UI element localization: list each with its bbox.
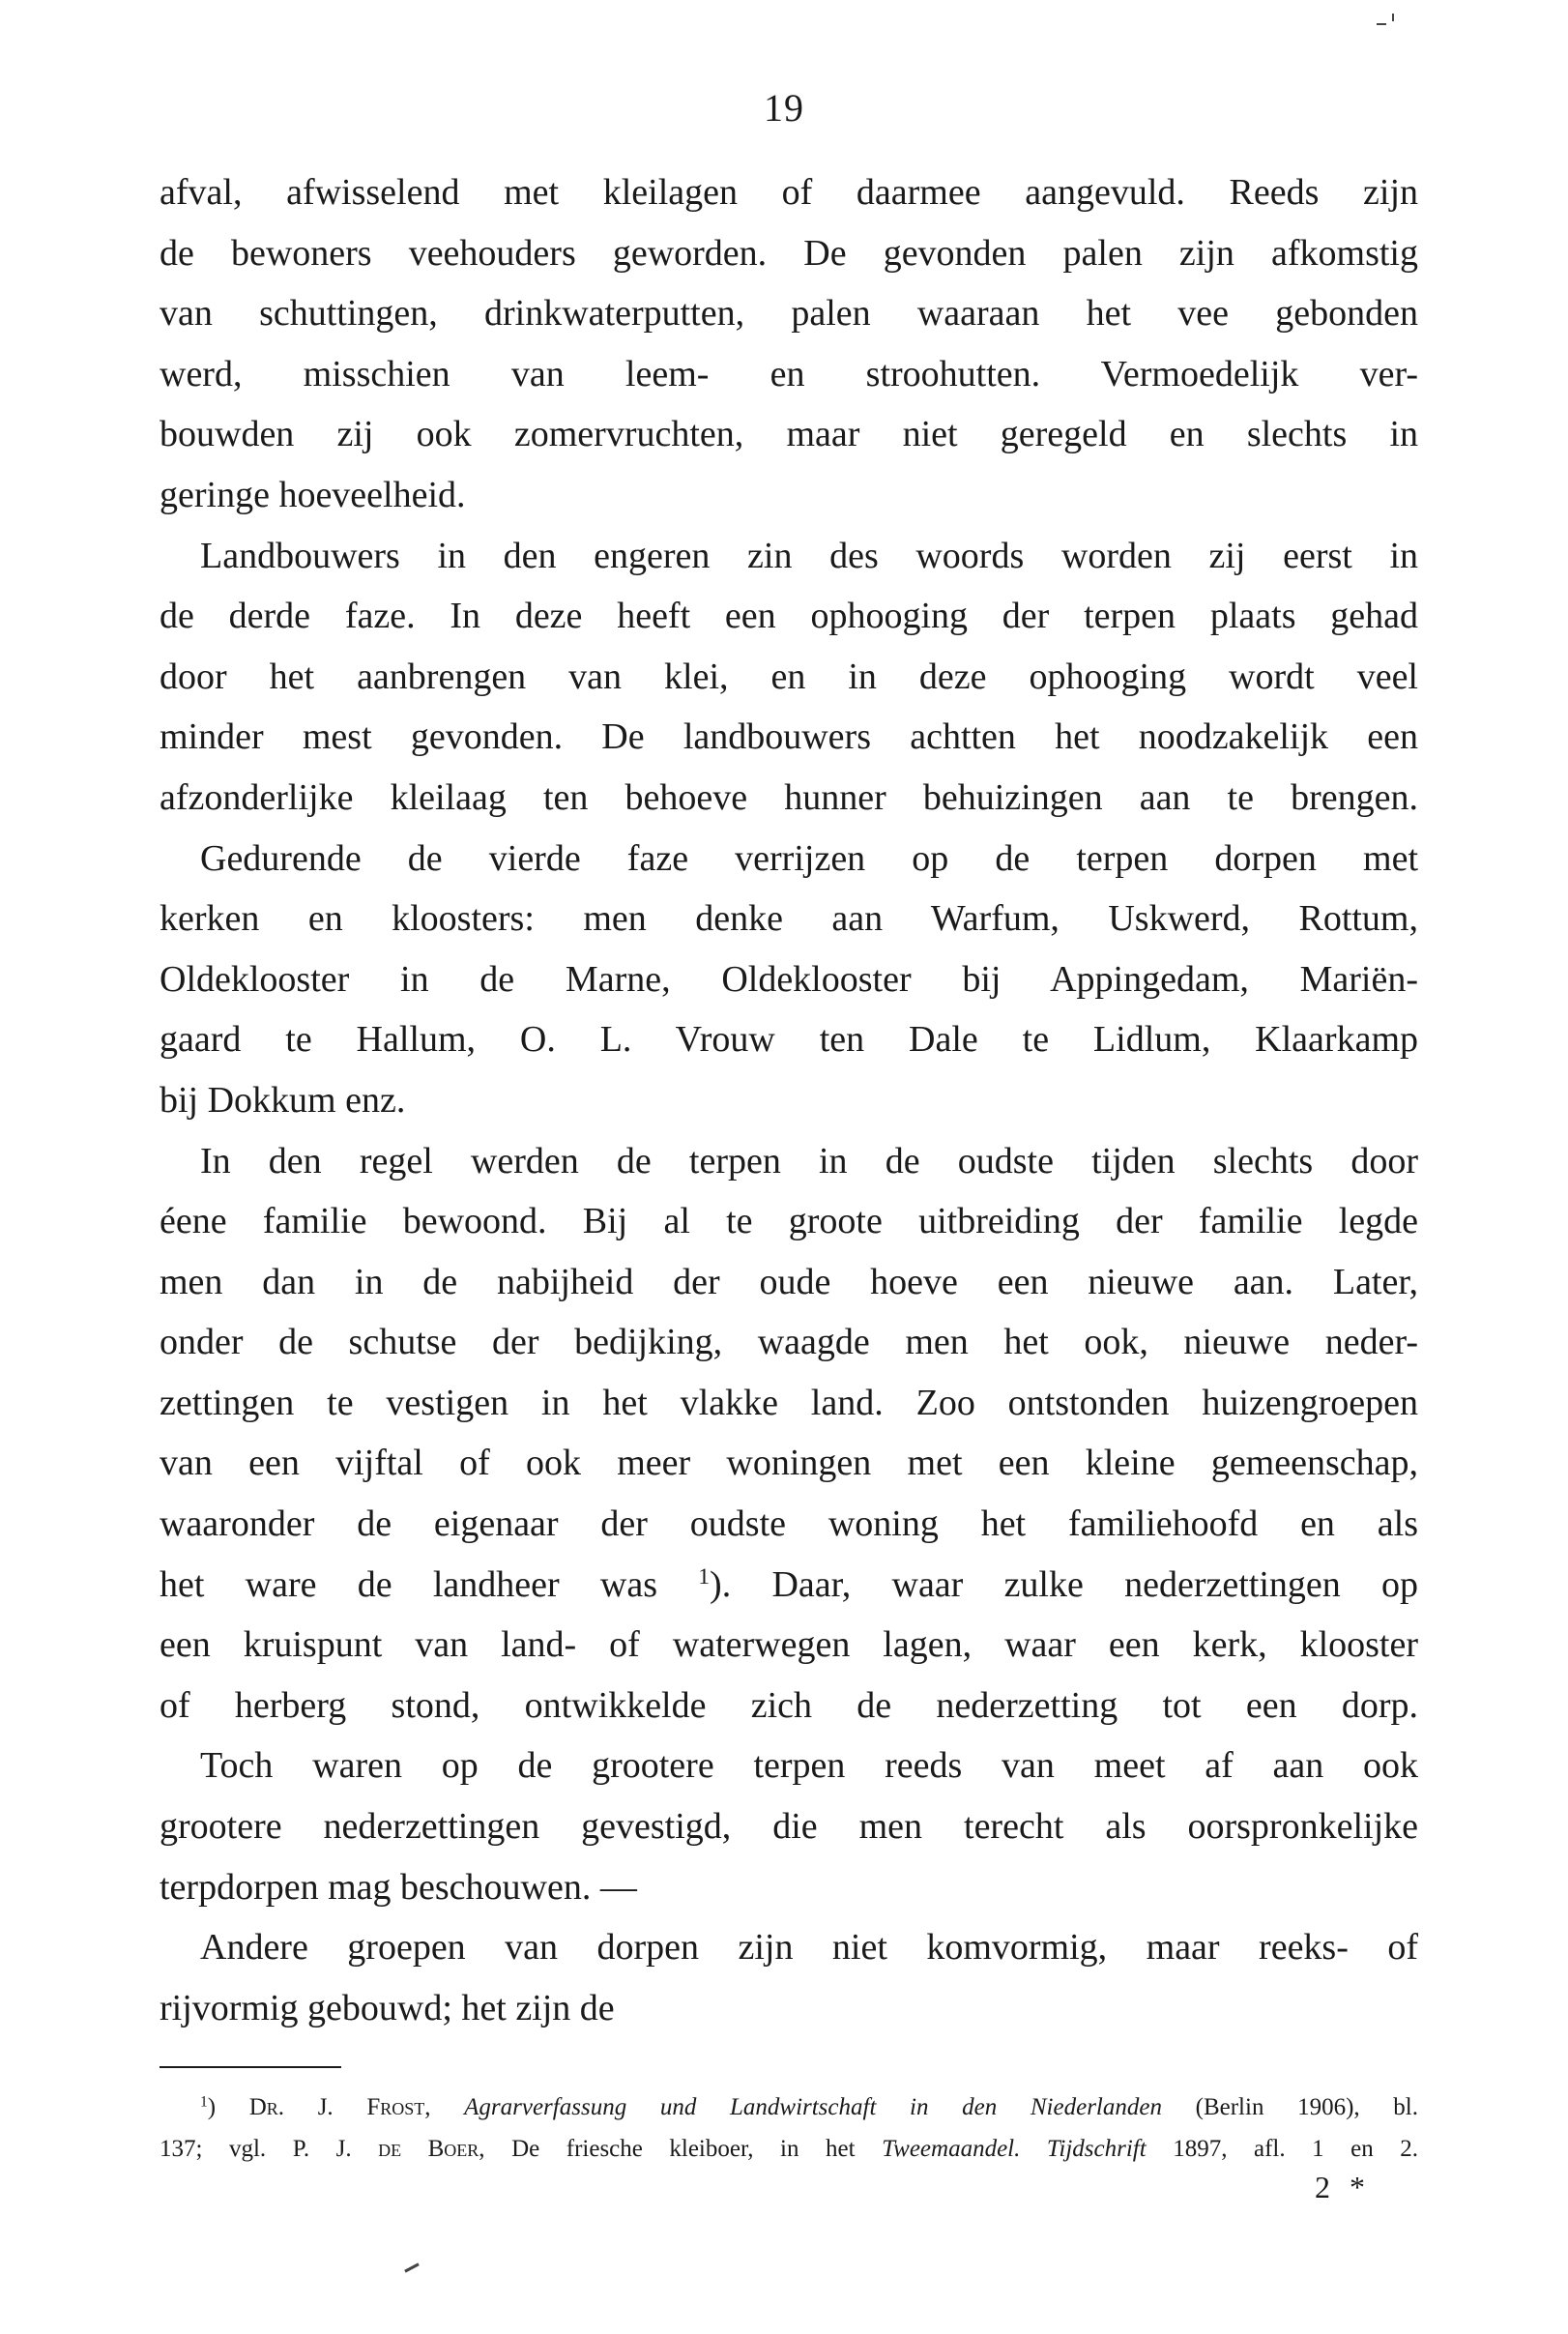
- text-line: kerken en kloosters: men denke aan Warfum, Uskwerd, Rottum,: [160, 898, 1418, 940]
- footnote-line: [160, 2128, 1418, 2170]
- text-line: de bewoners veehouders geworden. De gevonden palen zijn afkomstig: [160, 232, 1418, 274]
- text-line: geringe hoeveelheid.: [160, 474, 466, 515]
- text-line: Oldeklooster in de Marne, Oldeklooster bij Appingedam, Mariën-: [160, 958, 1418, 1000]
- text-line: bouwden zij ook zomervruchten, maar niet geregeld en slechts in: [160, 414, 1418, 455]
- text-line: of herberg stond, ontwikkelde zich de nederzetting tot een dorp.: [160, 1684, 1418, 1726]
- footnotes: [160, 2086, 1418, 2170]
- signature-mark: 2 *: [1315, 2170, 1371, 2204]
- ink-speck: [1377, 23, 1386, 25]
- text-line: men dan in de nabijheid der oude hoeve een nieuwe aan. Later,: [160, 1261, 1418, 1302]
- text-line: een kruispunt van land- of waterwegen lagen, waar een kerk, klooster: [160, 1624, 1418, 1666]
- text-line: werd, misschien van leem- en stroohutten. Vermoedelijk ver-: [160, 353, 1418, 394]
- text-line: minder mest gevonden. De landbouwers achtten het noodzakelijk een: [160, 716, 1418, 758]
- text-line: door het aanbrengen van klei, en in deze ophooging wordt veel: [160, 656, 1418, 697]
- text-line: afzonderlijke kleilaag ten behoeve hunner behuizingen aan te brengen.: [160, 776, 1418, 818]
- text-line: terpdorpen mag beschouwen. —: [160, 1866, 637, 1908]
- footnote-author: Dr. J. Frost,: [248, 2094, 431, 2120]
- text-line: In den regel werden de terpen in de oudste tijden slechts door: [200, 1140, 1418, 1182]
- body-text: [160, 162, 1418, 2038]
- text-line: grootere nederzettingen gevestigd, die men terecht als oorspronkelijke: [160, 1806, 1418, 1848]
- text-line: Andere groepen van dorpen zijn niet komvormig, maar reeks- of: [200, 1927, 1418, 1969]
- text-line: de derde faze. In deze heeft een ophooging der terpen plaats gehad: [160, 596, 1418, 637]
- text-segment: het ware de landheer was: [160, 1563, 658, 1605]
- text-line: bij Dokkum enz.: [160, 1079, 406, 1121]
- text-line-with-footnote: [160, 1555, 1418, 1616]
- footnote-title: Agrarverfassung und Landwirtschaft in den Niederlanden: [464, 2094, 1162, 2120]
- footnote-text: 1897, afl. 1 en 2.: [1173, 2136, 1419, 2162]
- footnote-divider: [160, 2066, 341, 2068]
- ink-speck: [404, 2262, 420, 2272]
- text-line: Landbouwers in den engeren zin des woords worden zij eerst in: [200, 535, 1418, 576]
- text-line: zettingen te vestigen in het vlakke land. Zoo ontstonden huizengroepen: [160, 1382, 1418, 1423]
- text-line: éene familie bewoond. Bij al te groote uitbreiding der familie legde: [160, 1201, 1418, 1242]
- footnote-text: (Berlin 1906), bl.: [1195, 2094, 1419, 2120]
- text-line: waaronder de eigenaar der oudste woning het familiehoofd en als: [160, 1503, 1418, 1545]
- footnote-marker: 1: [200, 2093, 208, 2111]
- text-line: rijvormig gebouwd; het zijn de: [160, 1987, 615, 2028]
- text-line: Toch waren op de grootere terpen reeds van meet af aan ook: [200, 1745, 1418, 1787]
- footnote-title: Tweemaandel. Tijdschrift: [882, 2136, 1147, 2162]
- footnote-text: 137; vgl.: [160, 2136, 267, 2162]
- footnote-reference[interactable]: 1: [698, 1563, 711, 1590]
- text-line: onder de schutse der bedijking, waagde men het ook, nieuwe neder-: [160, 1322, 1418, 1363]
- ink-speck: [1392, 14, 1394, 21]
- page-number: 19: [764, 86, 804, 130]
- text-line: van schuttingen, drinkwaterputten, palen waaraan het vee gebonden: [160, 293, 1418, 335]
- footnote-text: De friesche kleiboer, in het: [511, 2136, 856, 2162]
- text-segment: ). Daar, waar zulke nederzettingen op: [710, 1563, 1419, 1605]
- text-line: van een vijftal of ook meer woningen met een kleine gemeenschap,: [160, 1443, 1418, 1484]
- footnote-line: $^1$) Dr. J. Frost, Agrarverfassung und Landwirtschaft in den Niederlanden (Berlin 1906), bl.: [200, 2093, 1419, 2120]
- text-line: afval, afwisselend met kleilagen of daarmee aangevuld. Reeds zijn: [160, 172, 1418, 213]
- footnote-author: P. J. de Boer,: [292, 2136, 485, 2162]
- text-line: gaard te Hallum, O. L. Vrouw ten Dale te Lidlum, Klaarkamp: [160, 1019, 1418, 1061]
- text-line: Gedurende de vierde faze verrijzen op de terpen dorpen met: [200, 837, 1418, 879]
